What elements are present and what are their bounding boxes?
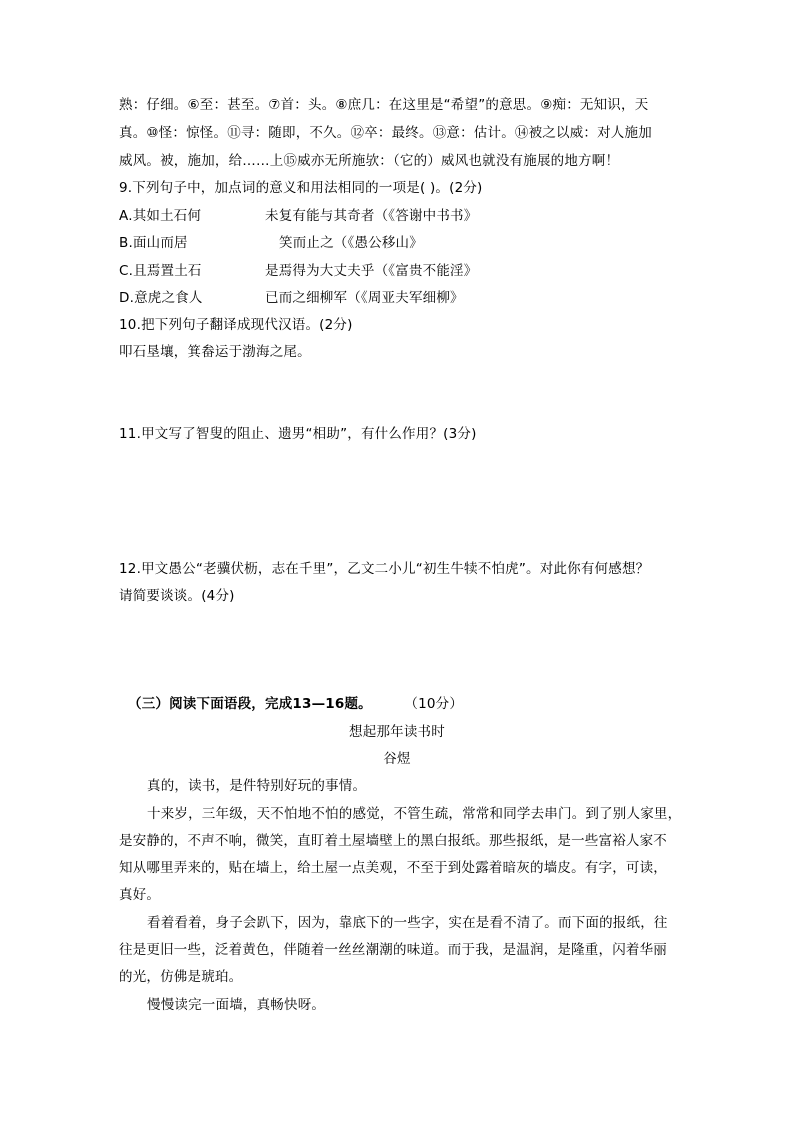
q9-option-a-left: A.其如土石何: [119, 208, 202, 224]
question-9-stem: 9.下列句子中，加点词的意义和用法相同的一项是( )。(2分): [119, 180, 483, 196]
section-3-score: （10分）: [404, 696, 464, 712]
passage-paragraph-2-line-3: 知从哪里弄来的，贴在墙上，给土屋一点美观，不至于到处露着暗灰的墙皮。有字，可读，: [119, 860, 667, 876]
question-10-sentence: 叩石垦壤，箕畚运于渤海之尾。: [119, 344, 311, 360]
passage-paragraph-1: 真的，读书，是件特别好玩的事情。: [147, 778, 367, 794]
q9-option-d-right: 已而之细柳军（《周亚夫军细柳》: [265, 290, 464, 306]
question-10-stem: 10.把下列句子翻译成现代汉语。(2分): [119, 317, 353, 333]
q9-option-a: [119, 206, 478, 226]
section-3-heading: （三）阅读下面语段，完成13—16题。: [128, 696, 372, 712]
passage-paragraph-3-line-2: 往是更旧一些，泛着黄色，伴随着一丝丝潮潮的味道。而于我，是温润，是隆重，闪着华丽: [119, 942, 667, 958]
passage-paragraph-2-line-4: 真好。: [119, 887, 161, 903]
q9-option-b-left: B.面山而居: [119, 235, 188, 251]
q9-option-b: [119, 233, 423, 253]
q9-option-a-right: 未复有能与其奇者（《答谢中书书》: [265, 208, 478, 224]
passage-paragraph-2-line-1: 十来岁，三年级，天不怕地不怕的感觉，不管生疏，常常和同学去串门。到了别人家里，: [147, 806, 682, 822]
passage-paragraph-3-line-3: 的光，仿佛是琥珀。: [119, 969, 243, 985]
passage-paragraph-2-line-2: 是安静的，不声不响，微笑，直盯着土屋墙壁上的黑白报纸。那些报纸，是一些富裕人家不: [119, 833, 667, 849]
notes-line-2: 真。⑩怪：惊怪。⑪寻：随即，不久。⑫卒：最终。⑬意：估计。⑭被之以威：对人施加: [119, 125, 652, 141]
passage-author: 谷煜: [383, 751, 411, 767]
q9-option-c-left: C.且焉置土石: [119, 263, 202, 279]
question-12-line-2: 请简要谈谈。(4分): [119, 588, 235, 604]
section-3-heading-row: [128, 694, 463, 714]
question-12-line-1: 12.甲文愚公“老骥伏枥，志在千里”，乙文二小儿“初生牛犊不怕虎”。对此你有何感想？: [119, 561, 650, 577]
passage-title: 想起那年读书时: [349, 724, 445, 740]
passage-paragraph-3-line-1: 看着看着，身子会趴下，因为，靠底下的一些字，实在是看不清了。而下面的报纸，往: [147, 915, 668, 931]
q9-option-c: [119, 261, 478, 281]
question-11-stem: 11.甲文写了智叟的阻止、遗男“相助”，有什么作用？(3分): [119, 426, 477, 442]
notes-line-3: 威风。被，施加，给……上⑮威亦无所施欤：（它的）威风也就没有施展的地方啊！: [119, 153, 620, 169]
q9-option-d-left: D.意虎之食人: [119, 290, 203, 306]
q9-option-c-right: 是焉得为大丈夫乎（《富贵不能淫》: [265, 263, 478, 279]
passage-paragraph-4: 慢慢读完一面墙，真畅快呀。: [147, 997, 326, 1013]
q9-option-b-right: 笑而止之（《愚公移山》: [279, 235, 423, 251]
q9-option-d: [119, 288, 464, 308]
notes-line-1: 熟：仔细。⑥至：甚至。⑦首：头。⑧庶几：在这里是“希望”的意思。⑨痴：无知识，天: [119, 97, 649, 113]
